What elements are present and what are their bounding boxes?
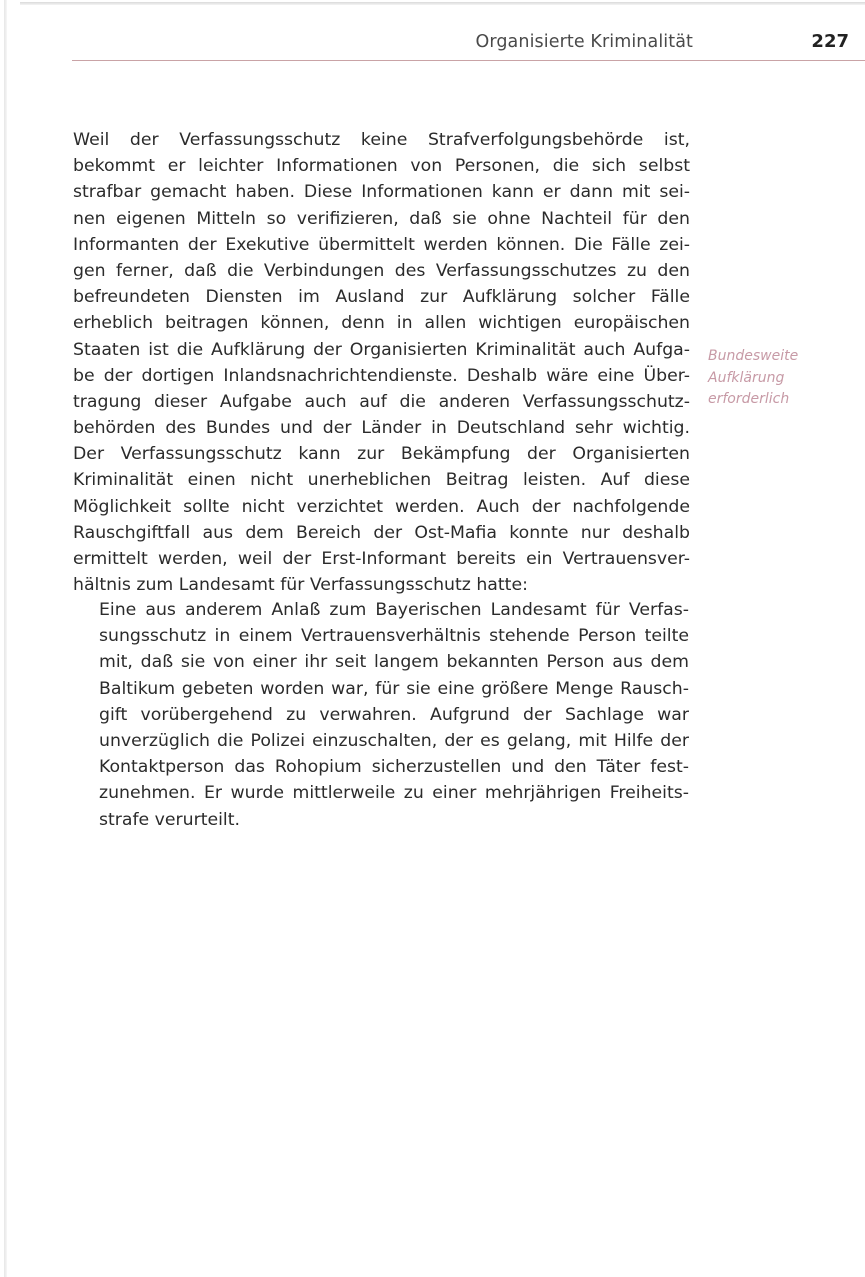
case-line: Eine aus anderem Anlaß zum Bayerischen Landesamt für Verfas- bbox=[99, 600, 689, 620]
body-line: erheblich beitragen können, denn in allen wichtigen europäischen bbox=[73, 313, 690, 334]
margin-note bbox=[708, 346, 858, 411]
body-line: be der dortigen Inlandsnachrichtendienste. Deshalb wäre eine Über- bbox=[73, 365, 690, 386]
body-line: gen ferner, daß die Verbindungen des Verfassungsschutzes zu den bbox=[73, 260, 690, 281]
body-line: ermittelt werden, weil der Erst-Informant bereits ein Vertrauensver- bbox=[73, 549, 690, 569]
body-line: Kriminalität einen nicht unerheblichen Beitrag leisten. Auf diese bbox=[73, 470, 690, 491]
case-line: strafe verurteilt. bbox=[99, 809, 240, 830]
body-line: Staaten ist die Aufklärung der Organisierten Kriminalität auch Aufga- bbox=[73, 339, 690, 360]
body-line: strafbar gemacht haben. Diese Informationen kann er dann mit sei- bbox=[73, 182, 690, 203]
body-line: nen eigenen Mitteln so verifizieren, daß sie ohne Nachteil für den bbox=[73, 208, 690, 229]
case-line: mit, daß sie von einer ihr seit langem bekannten Person aus dem bbox=[99, 652, 689, 673]
body-line: Rauschgiftfall aus dem Bereich der Ost-Mafia konnte nur deshalb bbox=[73, 522, 690, 543]
case-line: unverzüglich die Polizei einzuschalten, der es gelang, mit Hilfe der bbox=[99, 730, 689, 751]
body-line: Möglichkeit sollte nicht verzichtet werden. Auch der nachfolgende bbox=[73, 496, 690, 517]
running-title: Organisierte Kriminalität bbox=[475, 32, 693, 52]
body-line: bekommt er leichter Informationen von Personen, die sich selbst bbox=[73, 156, 690, 177]
body-line: behörden des Bundes und der Länder in Deutschland sehr wichtig. bbox=[73, 418, 690, 439]
body-line: Weil der Verfassungsschutz keine Strafverfolgungsbehörde ist, bbox=[73, 130, 690, 150]
margin-note-line: Aufklärung bbox=[708, 369, 785, 386]
body-line: befreundeten Diensten im Ausland zur Aufklärung solcher Fälle bbox=[73, 287, 690, 308]
margin-note-line: erforderlich bbox=[708, 391, 790, 407]
page-edge-top bbox=[20, 2, 865, 5]
header-rule bbox=[72, 60, 865, 61]
body-paragraph bbox=[73, 127, 690, 598]
running-header bbox=[70, 30, 865, 60]
page-number: 227 bbox=[811, 31, 849, 52]
body-line: tragung dieser Aufgabe auch auf die anderen Verfassungsschutz- bbox=[73, 391, 690, 412]
case-line: gift vorübergehend zu verwahren. Aufgrund der Sachlage war bbox=[99, 704, 689, 725]
case-line: Kontaktperson das Rohopium sicherzustellen und den Täter fest- bbox=[99, 757, 689, 778]
case-line: sungsschutz in einem Vertrauensverhältnis stehende Person teilte bbox=[99, 626, 689, 647]
case-line: zunehmen. Er wurde mittlerweile zu einer mehrjährigen Freiheits- bbox=[99, 783, 689, 804]
case-line: Baltikum gebeten worden war, für sie eine größere Menge Rausch- bbox=[99, 678, 689, 699]
body-line: Der Verfassungsschutz kann zur Bekämpfung der Organisierten bbox=[73, 444, 690, 465]
body-line: hältnis zum Landesamt für Verfassungsschutz hatte: bbox=[73, 575, 528, 596]
page-edge-left bbox=[4, 0, 7, 1277]
body-line: Informanten der Exekutive übermittelt werden können. Die Fälle zei- bbox=[73, 234, 690, 255]
margin-note-line: Bundesweite bbox=[708, 348, 799, 364]
case-example-paragraph bbox=[99, 597, 689, 833]
